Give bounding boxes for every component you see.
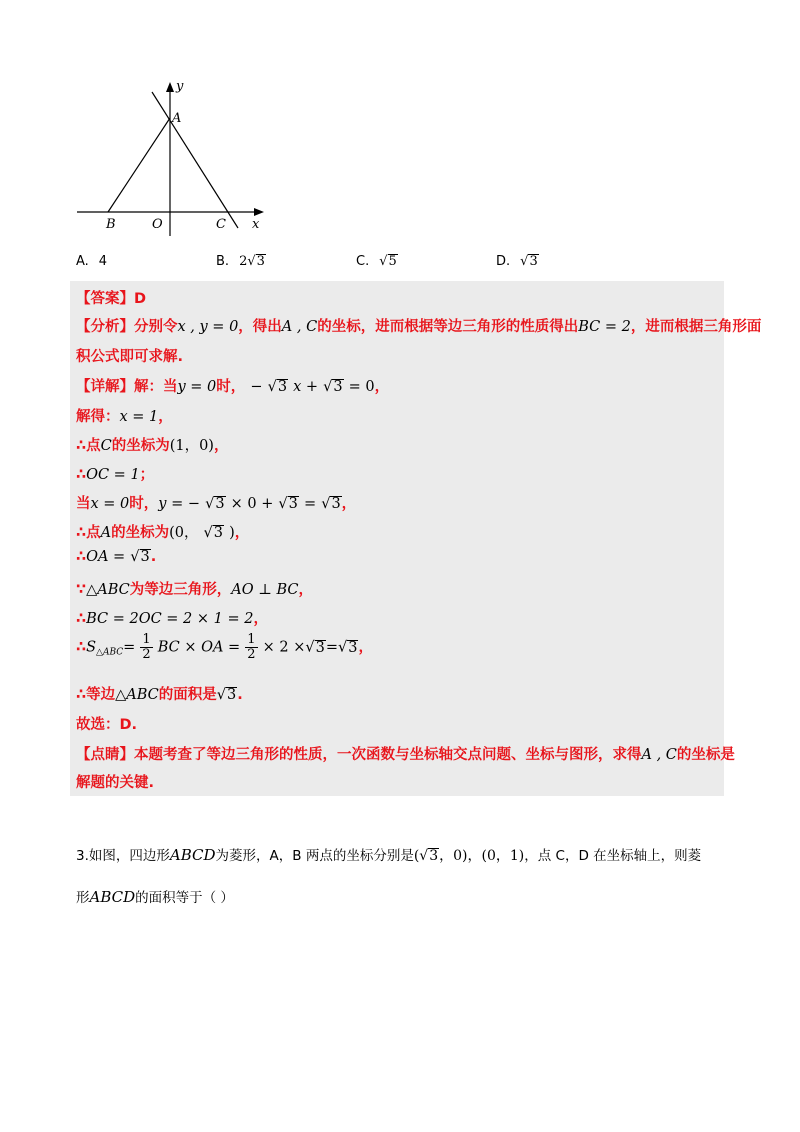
detail-math: x + (293, 379, 319, 395)
analysis-line-2: 积公式即可求解. (76, 349, 184, 365)
analysis-math: BC = 2 (578, 319, 631, 335)
answer-options (76, 254, 696, 276)
option-d: D. √3 (496, 254, 538, 269)
text: 的坐标为 (111, 438, 170, 454)
label-a: A (172, 111, 182, 126)
denominator: 2 (247, 647, 256, 662)
math: x = 0 (90, 496, 130, 512)
math: BC = 2OC = 2 × 1 = 2 (86, 611, 254, 627)
math: OA = (86, 549, 126, 565)
comment-line-2: 解题的关键. (76, 775, 155, 791)
option-c-letter: C. (356, 254, 370, 269)
analysis-math: A , C (281, 319, 318, 335)
x-axis-arrow (254, 208, 264, 216)
text: ， (341, 496, 357, 512)
text: ∴等边 (76, 687, 116, 703)
detail-line: 【详解】解：当y = 0时， − √3 x + √3 = 0， (76, 379, 390, 395)
text: . (150, 549, 157, 565)
math: y = − (158, 496, 200, 512)
line-ac (152, 92, 238, 228)
math: ) (229, 525, 235, 541)
fraction-half (140, 633, 152, 662)
text: 为等边三角形， (129, 582, 232, 598)
detail-text: ， (374, 379, 390, 395)
math: × 2 × (262, 639, 306, 656)
radicand: 3 (429, 848, 439, 864)
oc-line (76, 463, 154, 484)
bc-line (76, 607, 268, 628)
math: (0， (169, 525, 199, 541)
text: 时， (129, 496, 159, 512)
math: △ABC (115, 687, 159, 703)
detail-radicand: 3 (333, 379, 343, 395)
label-y: y (176, 79, 184, 94)
answer-line (76, 287, 146, 308)
triangle-coordinate-figure (72, 78, 272, 242)
option-b-radicand: 3 (256, 254, 265, 269)
equilateral-line (76, 578, 313, 599)
text: ∴ (76, 467, 87, 483)
option-a (76, 254, 107, 269)
x-zero-line: 当x = 0时，y = − √3 × 0 + √3 = √3， (76, 496, 357, 512)
text: ∴ (76, 639, 87, 656)
text: 形 (76, 890, 90, 906)
math: A (100, 525, 112, 541)
math: OC = 1 (86, 467, 140, 483)
option-a-value: 4 (98, 254, 108, 269)
text: ∴ (76, 549, 87, 565)
subscript: △ABC (96, 647, 124, 658)
text: 本题考查了等边三角形的性质，一次函数与坐标轴交点问题、坐标与图形，求得 (134, 747, 642, 763)
math: = (123, 639, 136, 656)
analysis-tag: 【分析】 (76, 319, 134, 335)
fraction-half (245, 633, 257, 662)
math: ABCD (169, 846, 216, 864)
label-c: C (216, 217, 226, 232)
option-b-letter: B. (216, 254, 230, 269)
text: 的面积是 (158, 687, 217, 703)
radicand: 3 (331, 496, 341, 512)
math: x = 1 (119, 409, 159, 425)
option-d-radicand: 3 (529, 254, 538, 269)
label-x: x (252, 217, 260, 232)
solution-box (70, 281, 762, 796)
text: ， (213, 438, 229, 454)
detail-text: 时， (216, 379, 246, 395)
option-d-letter: D. (496, 254, 511, 269)
option-b: B. 2√3 (216, 254, 265, 269)
math: BC × OA = (157, 639, 241, 656)
y-axis-arrow (166, 82, 174, 92)
text: ， (158, 409, 173, 425)
text: ， (358, 639, 373, 656)
math: = (325, 639, 338, 656)
numerator: 1 (142, 632, 151, 647)
analysis-line-1 (76, 315, 761, 336)
text: . (237, 687, 243, 703)
text: 当 (76, 496, 91, 512)
answer-tag: 【答案】 (76, 291, 134, 307)
text: ， (234, 525, 250, 541)
option-c-radicand: 5 (388, 254, 397, 269)
math: ABCD (89, 888, 136, 906)
choose-line: 故选：D. (76, 717, 138, 733)
math: C (100, 438, 112, 454)
analysis-text: 分别令 (134, 319, 178, 335)
text: ∴点 (76, 525, 101, 541)
text: 3.如图，四边形 (76, 848, 170, 864)
math: AO ⊥ BC (231, 582, 299, 598)
radicand: 3 (227, 687, 237, 703)
question-3-line-1: 3.如图，四边形ABCD为菱形，A，B 两点的坐标分别是(√3，0)，(0，1)，点 C，D 在坐标轴上，则菱 (76, 846, 702, 864)
detail-tag: 【详解】 (76, 379, 134, 395)
option-c: C. √5 (356, 254, 397, 269)
detail-radicand: 3 (277, 379, 288, 395)
label-o: O (152, 217, 163, 232)
oa-line: ∴OA = √3. (76, 549, 157, 565)
detail-math: − (250, 379, 263, 395)
text: 为菱形，A，B 两点的坐标分别是 (215, 848, 414, 864)
math: A , C (641, 747, 677, 763)
text: ，点 C，D 在坐标轴上，则菱 (524, 848, 702, 864)
radicand: 3 (140, 549, 150, 565)
radicand: 3 (315, 639, 325, 656)
text: ∴点 (76, 438, 101, 454)
text: 的坐标为 (111, 525, 170, 541)
detail-text: 解：当 (134, 379, 178, 395)
point-a-line: ∴点A的坐标为(0， √3 )， (76, 525, 250, 541)
point-c-line (76, 434, 228, 455)
text: 解得： (76, 409, 120, 425)
detail-math: y = 0 (177, 379, 217, 395)
comment-line-1 (76, 743, 735, 764)
analysis-math: x , y = 0 (177, 319, 239, 335)
text: ∵ (76, 582, 87, 598)
text: 的坐标是 (676, 747, 735, 763)
analysis-text: ，进而根据三角形面 (630, 319, 762, 335)
area-line: $\therefore S_{\triangle ABC}=$ $\frac{1}{2}$ BC × OA = $\frac{1}{2}$ × 2 ×√3=√3， (76, 632, 373, 662)
question-3-line-2 (76, 886, 234, 906)
text: ∴ (76, 611, 87, 627)
solve-line (76, 405, 173, 426)
text: ； (139, 467, 155, 483)
math: ( (413, 848, 420, 864)
math: S (86, 639, 97, 656)
label-b: B (106, 217, 116, 232)
option-a-letter: A. (76, 254, 89, 269)
text: 的面积等于（ ） (135, 890, 234, 906)
denominator: 2 (142, 647, 151, 662)
detail-math: = 0 (348, 379, 375, 395)
radicand: 3 (348, 639, 358, 656)
math: = (303, 496, 317, 512)
answer-value: D (134, 291, 147, 307)
math: (1，0) (169, 438, 214, 454)
math: × 0 + (230, 496, 274, 512)
analysis-text: ，得出 (238, 319, 282, 335)
math: △ABC (86, 582, 130, 598)
area-result-line: ∴等边△ABC的面积是√3. (76, 687, 243, 703)
radicand: 3 (215, 496, 225, 512)
radicand: 3 (213, 525, 224, 541)
math: ，0)，(0，1) (439, 848, 525, 864)
text: ， (253, 611, 268, 627)
comment-tag: 【点睛】 (76, 747, 134, 763)
numerator: 1 (247, 632, 256, 647)
text: ， (298, 582, 313, 598)
option-b-coef: 2 (239, 254, 248, 269)
radicand: 3 (288, 496, 298, 512)
line-ba (108, 118, 170, 212)
analysis-text: 的坐标，进而根据等边三角形的性质得出 (317, 319, 579, 335)
